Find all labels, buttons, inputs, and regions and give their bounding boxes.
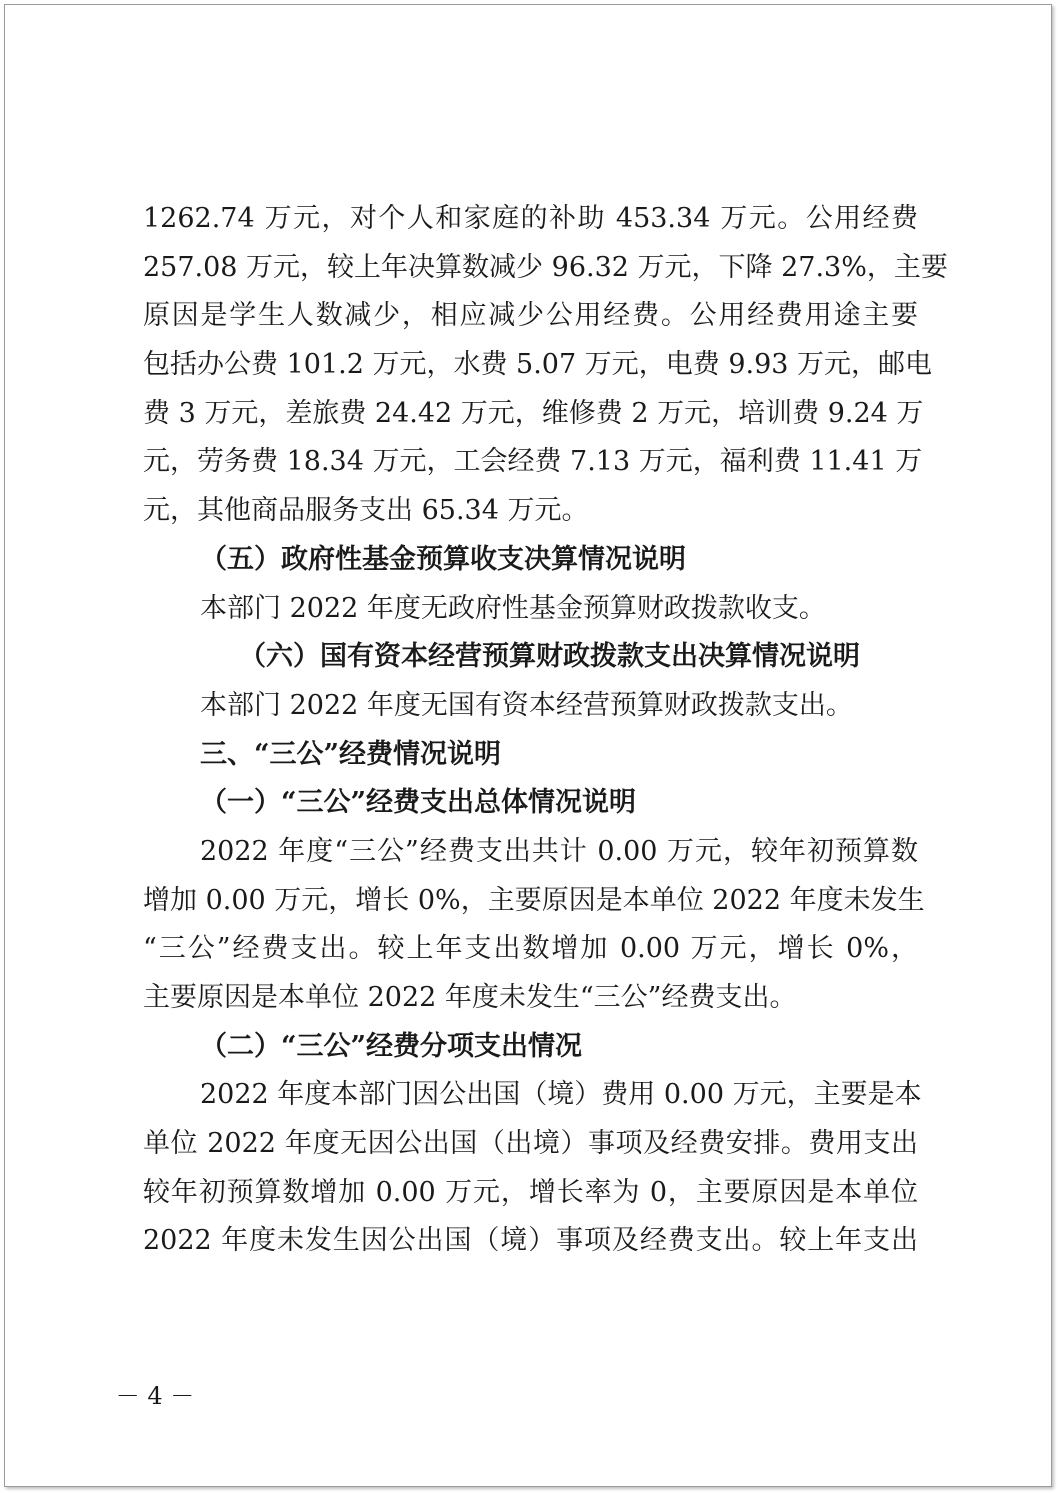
paragraph-line: 主要原因是本单位 2022 年度未发生“三公”经费支出。: [143, 982, 797, 1013]
paragraph-line: 1262.74 万元，对个人和家庭的补助 453.34 万元。公用经费: [143, 203, 918, 234]
paragraph-line: 较年初预算数增加 0.00 万元，增长率为 0，主要原因是本单位: [143, 1176, 918, 1208]
paragraph-line: 元，劳务费 18.34 万元，工会经费 7.13 万元，福利费 11.41 万: [143, 446, 923, 478]
page-number: － 4 －: [115, 1382, 195, 1410]
paragraph-line: 本部门 2022 年度无国有资本经营预算财政拨款支出。: [200, 689, 853, 721]
paragraph-line: 2022 年度未发生因公出国（境）事项及经费支出。较上年支出: [143, 1225, 918, 1257]
paragraph-line: 2022 年度本部门因公出国（境）费用 0.00 万元，主要是本: [200, 1079, 922, 1111]
paragraph-line: 增加 0.00 万元，增长 0%，主要原因是本单位 2022 年度未发生: [143, 884, 925, 916]
paragraph-line: “三公”经费支出。较上年支出数增加 0.00 万元，增长 0%，: [143, 933, 918, 965]
paragraph-line: 2022 年度“三公”经费支出共计 0.00 万元，较年初预算数: [200, 835, 918, 867]
paragraph-line: 单位 2022 年度无因公出国（出境）事项及经费安排。费用支出: [143, 1128, 918, 1160]
paragraph-line: 本部门 2022 年度无政府性基金预算财政拨款收支。: [200, 592, 826, 624]
section-heading-5: （五）政府性基金预算收支决算情况说明: [200, 543, 686, 575]
section-heading-3: 三、“三公”经费情况说明: [200, 738, 502, 770]
paragraph-line: 257.08 万元，较上年决算数减少 96.32 万元，下降 27.3%，主要: [143, 251, 948, 283]
section-heading-6: （六）国有资本经营预算财政拨款支出决算情况说明: [239, 641, 860, 673]
paragraph-line: 原因是学生人数减少，相应减少公用经费。公用经费用途主要: [143, 300, 918, 332]
paragraph-line: 包括办公费 101.2 万元，水费 5.07 万元，电费 9.93 万元，邮电: [143, 349, 933, 381]
paragraph-line: 费 3 万元，差旅费 24.42 万元，维修费 2 万元，培训费 9.24 万: [143, 397, 924, 429]
subsection-heading-2: （二）“三公”经费分项支出情况: [200, 1030, 583, 1062]
paragraph-line: 元，其他商品服务支出 65.34 万元。: [143, 495, 589, 527]
document-body: [143, 195, 948, 1266]
subsection-heading-1: （一）“三公”经费支出总体情况说明: [200, 787, 637, 819]
